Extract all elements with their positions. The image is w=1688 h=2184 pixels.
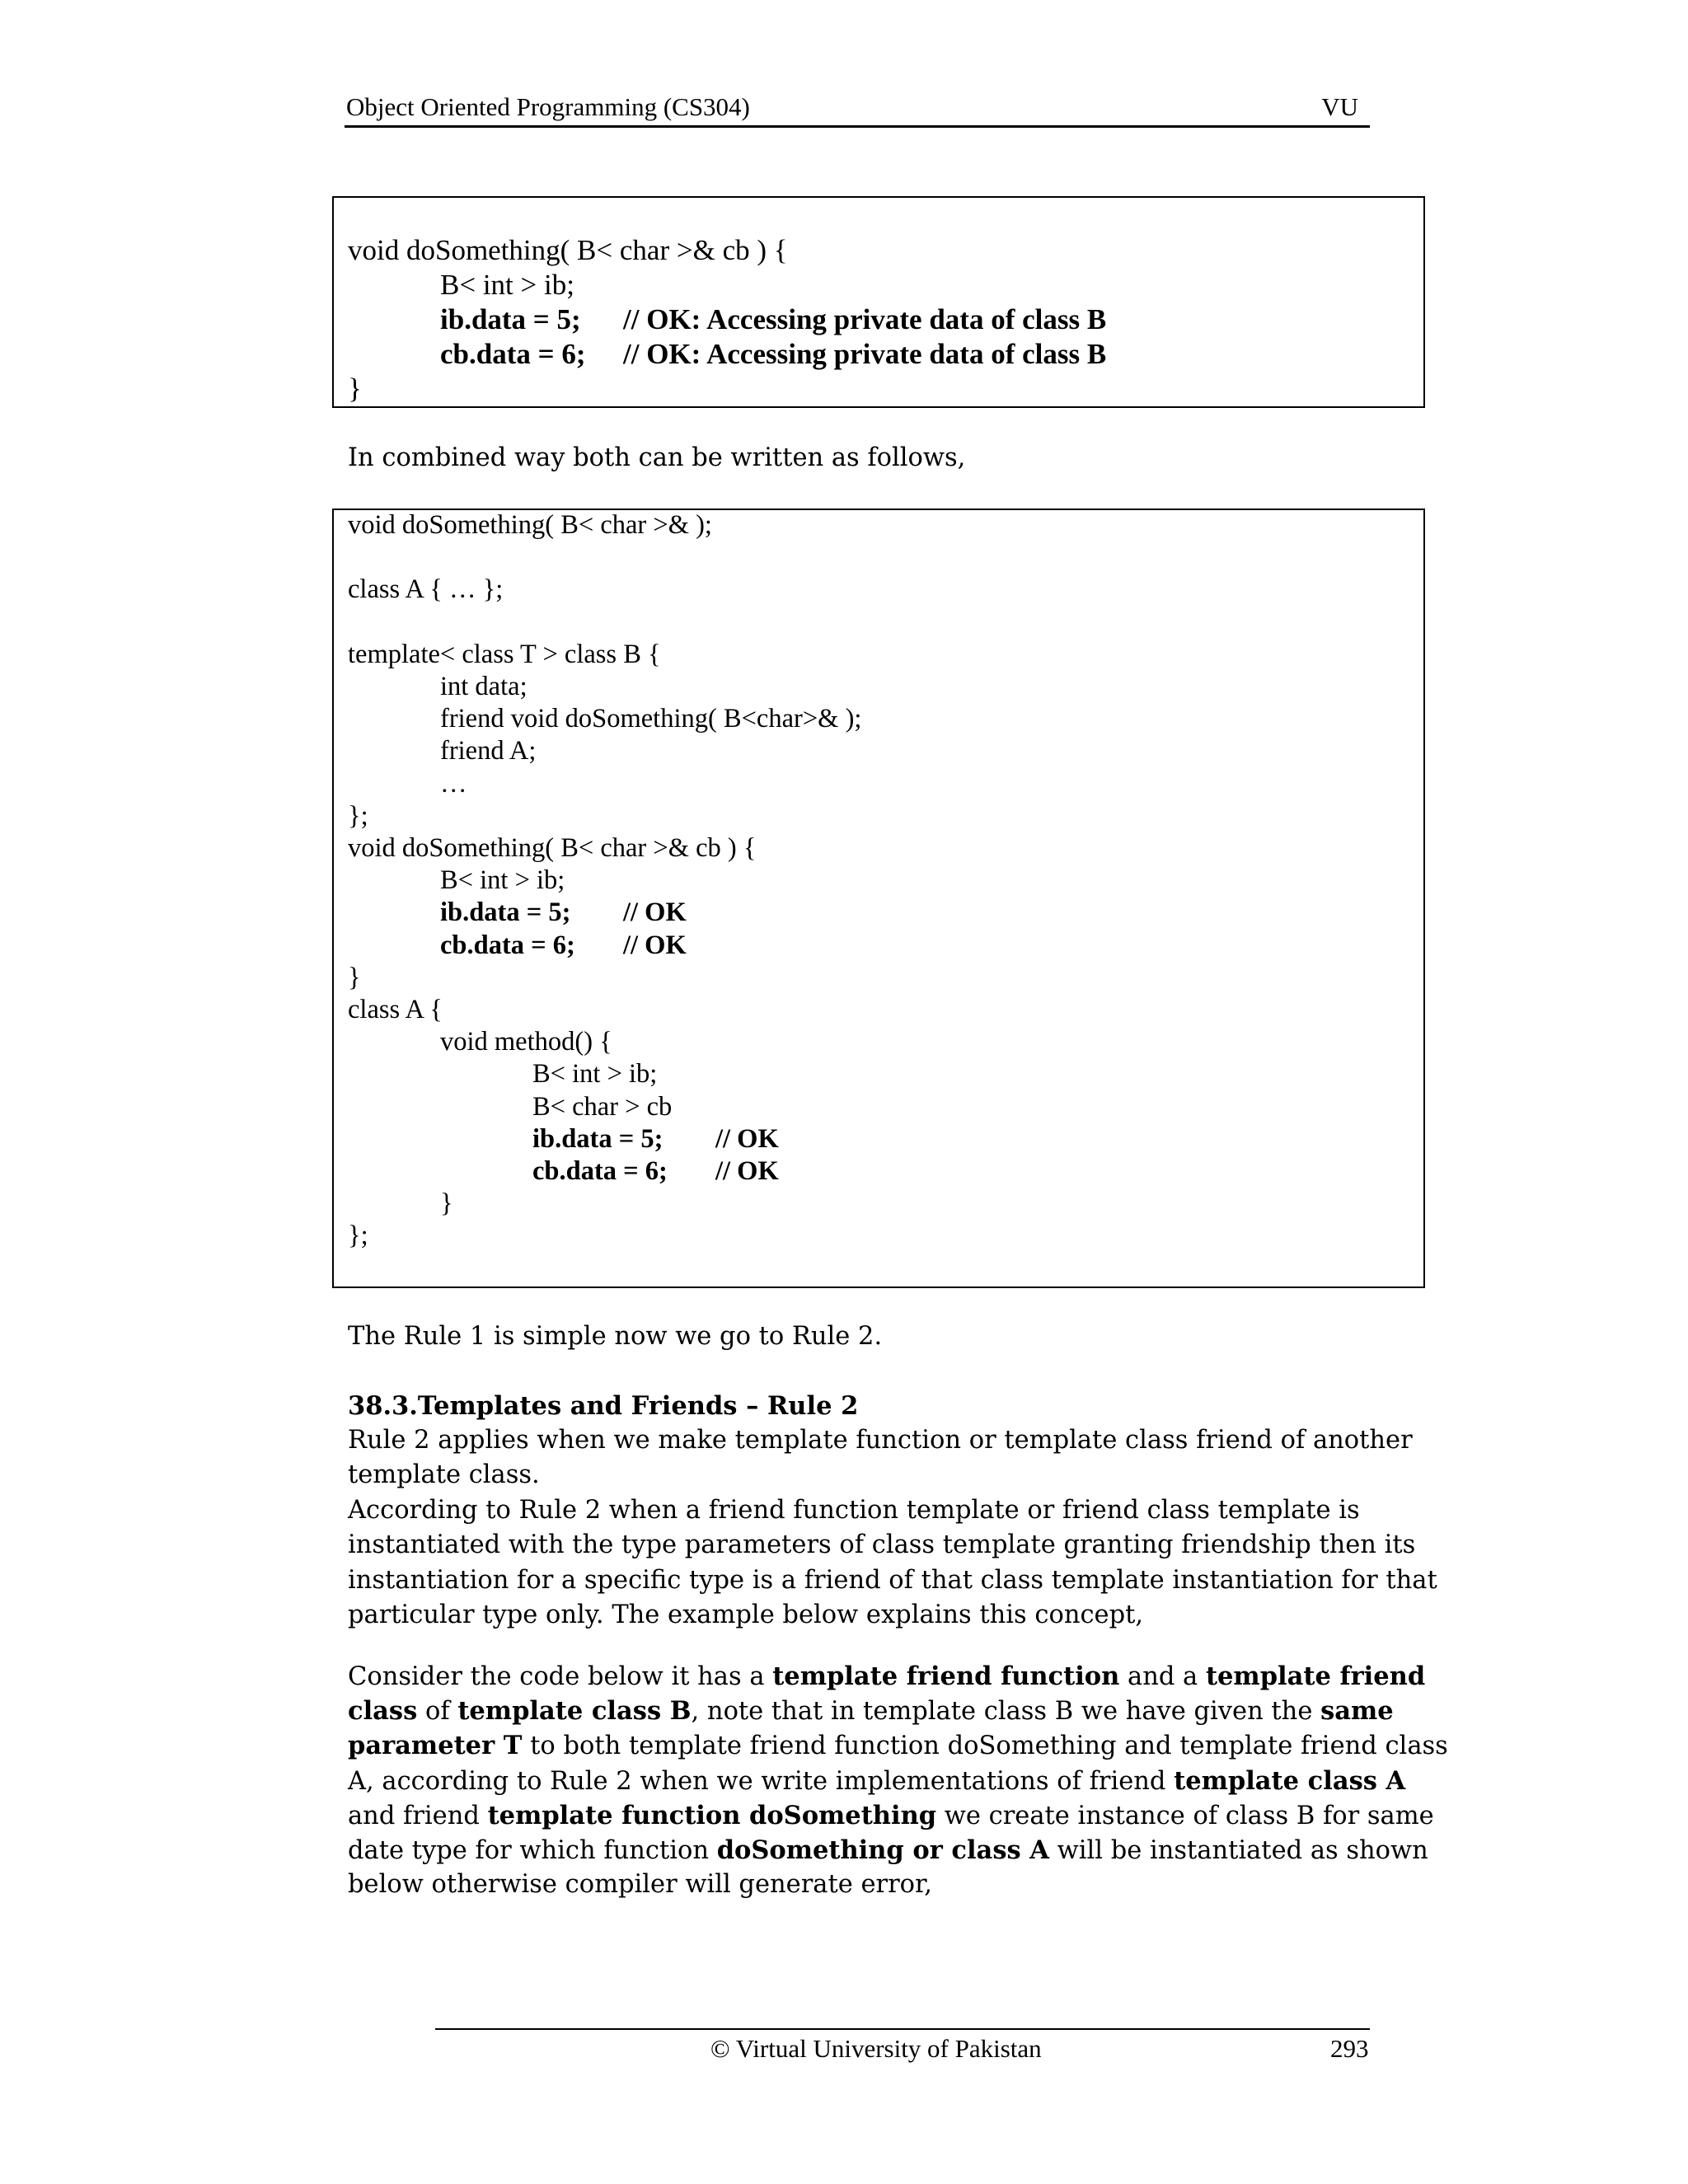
- bold-run: template class A: [1174, 1765, 1406, 1796]
- code-text: friend A;: [440, 736, 537, 766]
- footer-copyright: © Virtual University of Pakistan: [710, 2034, 1042, 2063]
- code-line: [440, 1188, 453, 1219]
- code-text: ib.data = 5;: [440, 303, 581, 335]
- code-line: [440, 769, 467, 799]
- paragraph-line: instantiation for a specific type is a friend of that class template instantiation for that: [348, 1565, 1437, 1595]
- code-text: ib.data = 5;: [532, 1123, 663, 1154]
- code-line: [348, 510, 712, 541]
- code-text: cb.data = 6;: [440, 338, 586, 370]
- code-line: [440, 269, 574, 302]
- code-text: B< int > ib;: [440, 269, 574, 301]
- paragraph-line: [348, 1801, 1434, 1830]
- code-line: [348, 640, 661, 670]
- code-comment: // OK: [715, 1123, 779, 1154]
- code-comment: // OK: Accessing private data of class B: [623, 338, 1107, 370]
- text-run: A, according to Rule 2 when we write implementations of friend: [348, 1766, 1175, 1796]
- paragraph-line: [348, 1731, 1448, 1760]
- paragraph-line: Rule 2 applies when we make template function or template class friend of another: [348, 1426, 1413, 1455]
- paragraph-line: [348, 1696, 1394, 1726]
- bold-run: template friend function: [772, 1661, 1120, 1691]
- code-block-2: [332, 509, 1425, 1288]
- paragraph-line: particular type only. The example below explains this concept,: [348, 1601, 1144, 1629]
- text-run: and friend: [348, 1801, 488, 1830]
- paragraph-line: instantiated with the type parameters of class template granting friendship then its: [348, 1530, 1416, 1560]
- text-run: we create instance of class B for same: [936, 1801, 1434, 1830]
- code-text: void doSomething( B< char >& cb ) {: [348, 833, 757, 863]
- code-line: [532, 1156, 779, 1187]
- code-line: [348, 234, 788, 267]
- bold-run: template friend: [1205, 1661, 1426, 1691]
- text-run: , note that in template class B we have given the: [691, 1697, 1321, 1727]
- code-text: void doSomething( B< char >& );: [348, 510, 712, 540]
- text-run: and a: [1119, 1662, 1206, 1691]
- code-line: [440, 672, 528, 702]
- bold-run: class: [348, 1696, 418, 1727]
- code-text: }: [440, 1188, 453, 1219]
- intro-text: In combined way both can be written as follows,: [348, 443, 966, 472]
- paragraph-line: [348, 1870, 932, 1899]
- code-line: [348, 995, 443, 1025]
- code-line: [348, 574, 503, 605]
- paragraph-line: [348, 1766, 1405, 1796]
- code-comment: // OK: [623, 930, 687, 960]
- code-line: [440, 303, 1107, 336]
- code-block-1: [332, 196, 1425, 408]
- course-title: Object Oriented Programming (CS304): [346, 92, 750, 121]
- code-line: [440, 930, 687, 961]
- institution-label: VU: [1321, 92, 1358, 121]
- page-number: 293: [1330, 2034, 1369, 2063]
- text-run: of: [417, 1697, 458, 1727]
- text-run: Consider the code below it has a: [348, 1662, 773, 1691]
- code-line: [532, 1059, 657, 1090]
- text-run: will be instantiated as shown: [1048, 1836, 1428, 1865]
- code-line: [348, 1221, 368, 1251]
- code-text: void method() {: [440, 1027, 612, 1057]
- code-comment: // OK: [715, 1156, 779, 1186]
- code-text: };: [348, 800, 368, 831]
- paragraph-line: template class.: [348, 1460, 540, 1490]
- bold-run: same: [1320, 1696, 1394, 1727]
- code-text: template< class T > class B {: [348, 639, 661, 669]
- code-text: class A { … };: [348, 574, 504, 605]
- code-line: [440, 736, 536, 766]
- code-text: class A {: [348, 995, 443, 1024]
- code-line: [348, 801, 368, 832]
- code-text: …: [440, 768, 467, 799]
- code-line: [440, 865, 565, 896]
- code-line: [532, 1092, 672, 1122]
- code-comment: // OK: [623, 898, 687, 928]
- code-line: [348, 373, 362, 405]
- page-header: [345, 91, 1370, 128]
- code-line: [348, 963, 361, 993]
- code-text: }: [348, 962, 361, 992]
- text-run: below otherwise compiler will generate error,: [348, 1870, 932, 1900]
- code-text: }: [348, 373, 362, 405]
- code-line: [532, 1123, 779, 1155]
- rule1-text: The Rule 1 is simple now we go to Rule 2.: [348, 1322, 883, 1351]
- code-line: [440, 1027, 612, 1057]
- footer-rule: [435, 2028, 1370, 2030]
- paragraph-line: [348, 1661, 1425, 1691]
- code-text: friend void doSomething( B<char>& );: [440, 704, 862, 734]
- bold-run: parameter T: [348, 1731, 523, 1761]
- code-text: cb.data = 6;: [532, 1156, 668, 1186]
- section-heading: 38.3.Templates and Friends – Rule 2: [348, 1391, 859, 1421]
- code-line: [348, 833, 756, 864]
- code-comment: // OK: Accessing private data of class B: [623, 303, 1107, 335]
- paragraph-line: According to Rule 2 when a friend function template or friend class template is: [348, 1495, 1360, 1525]
- code-text: void doSomething( B< char >& cb ) {: [348, 234, 788, 266]
- code-text: int data;: [440, 672, 528, 701]
- paragraph-line: [348, 1835, 1428, 1865]
- text-run: to both template friend function doSomething and template friend class: [522, 1732, 1448, 1761]
- code-text: B< int > ib;: [440, 865, 565, 896]
- text-run: date type for which function: [348, 1836, 717, 1865]
- code-line: [440, 338, 1107, 371]
- code-text: B< int > ib;: [532, 1059, 658, 1090]
- code-line: [440, 704, 861, 734]
- bold-run: template function doSomething: [487, 1800, 937, 1830]
- bold-run: doSomething or class A: [716, 1835, 1049, 1865]
- code-text: ib.data = 5;: [440, 898, 571, 928]
- code-text: };: [348, 1221, 368, 1251]
- code-text: cb.data = 6;: [440, 930, 575, 960]
- code-text: B< char > cb: [532, 1091, 673, 1122]
- code-line: [440, 898, 687, 928]
- bold-run: template class B: [457, 1696, 692, 1727]
